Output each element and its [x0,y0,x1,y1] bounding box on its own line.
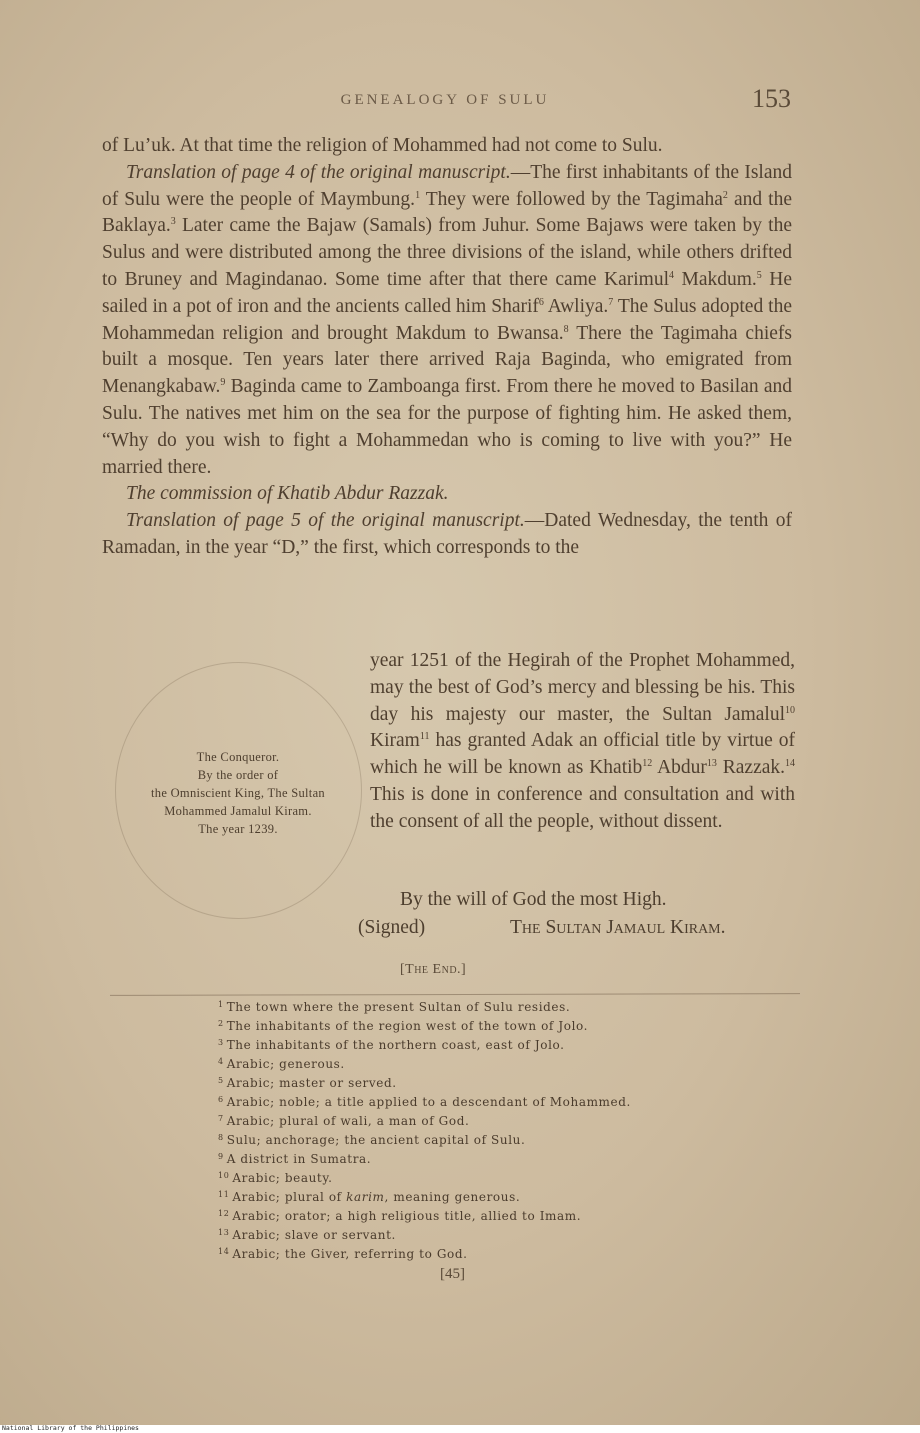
seal-line: By the order of [197,768,279,782]
footnote: $^5$ Arabic; master or served. [218,1076,397,1090]
running-header-title: GENEALOGY OF SULU [340,92,550,108]
footnote-ref: 3 [170,216,176,228]
footnote: $^{14}$ Arabic; the Giver, referring to God. [218,1247,468,1261]
footnote-divider [110,993,800,996]
footnotes [218,998,738,1264]
seal-line: The year 1239. [198,822,278,836]
paragraph-page-5-body: year 1251 of the Hegirah of the Prophet Mohammed, may the best of God’s mercy and blessing be his. This day his majesty our master, the Sultan Jamalul$^{10}$ Kiram$^{11}$ has granted Adak an official title by virtue of which he will be known as Khatib$^{12}$ Abdur$^{13}$ Razzak.$^{14}$ This is done in conference and consultation and with the consent of all the people, without dissent. [370,650,796,832]
footnote: $^4$ Arabic; generous. [218,1057,345,1071]
section-heading-page-5: Translation of page 5 of the original manuscript. [126,510,525,532]
footnote: $^7$ Arabic; plural of wali, a man of God. [218,1114,470,1128]
section-heading-commission: The commission of Khatib Abdur Razzak. [126,483,449,505]
footnote: $^{10}$ Arabic; beauty. [218,1171,333,1185]
signature-name: The Sultan Jamaul Kiram. [510,917,726,938]
footnote-ref: 8 [563,323,569,335]
signed-label: (Signed) [358,917,426,938]
footnote: $^9$ A district in Sumatra. [218,1152,372,1166]
the-end-marker: [The End.] [400,962,467,977]
footnote: $^1$ The town where the present Sultan of Sulu resides. [218,1000,571,1014]
footnote-ref: 6 [538,296,544,308]
commission-text [370,648,795,836]
footnote: $^8$ Sulu; anchorage; the ancient capital of Sulu. [218,1133,526,1147]
closing-byline: By the will of God the most High. [400,889,667,910]
library-credit: National Library of the Philippines [2,1424,139,1432]
main-text [102,133,792,562]
seal-inscription [116,748,360,838]
footnote-ref: 14 [785,758,796,770]
footnote: $^{11}$ Arabic; plural of karim, meaning generous. [218,1190,521,1204]
seal-line: the Omniscient King, The Sultan [151,786,325,800]
section-heading-page-4: Translation of page 4 of the original manuscript. [126,161,511,183]
footnote-ref: 12 [642,758,653,770]
footnote: $^{12}$ Arabic; orator; a high religious title, allied to Imam. [218,1209,582,1223]
page-number: 153 [752,84,791,113]
footnote-ref: 9 [220,377,226,389]
seal-line: Mohammed Jamalul Kiram. [164,804,312,818]
footnote-ref: 4 [669,269,674,281]
footnote: $^3$ The inhabitants of the northern coast, east of Jolo. [218,1038,565,1052]
footnote-ref: 10 [785,704,795,716]
footnote: $^6$ Arabic; noble; a title applied to a descendant of Mohammed. [218,1095,631,1109]
paragraph-page-5-intro: Translation of page 5 of the original manuscript.—Dated Wednesday, the tenth of Ramadan, in the year “D,” the first, which corresponds to the [102,510,792,558]
seal-line: The Conqueror. [196,750,280,764]
footnote-ref: 2 [722,189,728,201]
paragraph-page-4: Translation of page 4 of the original manuscript.—The first inhabitants of the Island of Sulu were the people of Maymbung.$^1$ They were followed by the Tagimaha$^2$ and the Baklaya.$^3$ Later came the Bajaw (Samals) from Juhur. Some Bajaws were taken by the Sulus and were distributed among the three divisions of the island, while others drifted to Bruney and Magindanao. Some time after that there came Karimul$^4$ Makdum.$^5$ He sailed in a pot of iron and the ancients called him Sharif$^6$ Awliya.$^7$ The Sulus adopted the Mohammedan religion and brought Makdum to Bwansa.$^8$ There the Tagimaha chiefs built a mosque. Ten years later there arrived Raja Baginda, who emigrated from Menangkabaw.$^9$ Baginda came to Zamboanga first. From there he moved to Basilan and Sulu. The natives met him on the sea for the purpose of fighting him. He asked them, “Why do you wish to fight a Mohammedan who is coming to live with you?” He married there. [102,161,792,478]
paragraph-luuk: of Lu’uk. At that time the religion of Mohammed had not come to Sulu. [102,135,663,156]
footnote-ref: 13 [706,758,717,770]
footnote-ref: 5 [756,269,762,281]
bottom-page-number: [45] [440,1266,465,1282]
footnote: $^2$ The inhabitants of the region west of the town of Jolo. [218,1019,589,1033]
footnote: $^{13}$ Arabic; slave or servant. [218,1228,396,1242]
footnote-ref: 11 [419,731,430,743]
footnote-ref: 1 [415,189,421,201]
footnote-ref: 7 [608,296,614,308]
